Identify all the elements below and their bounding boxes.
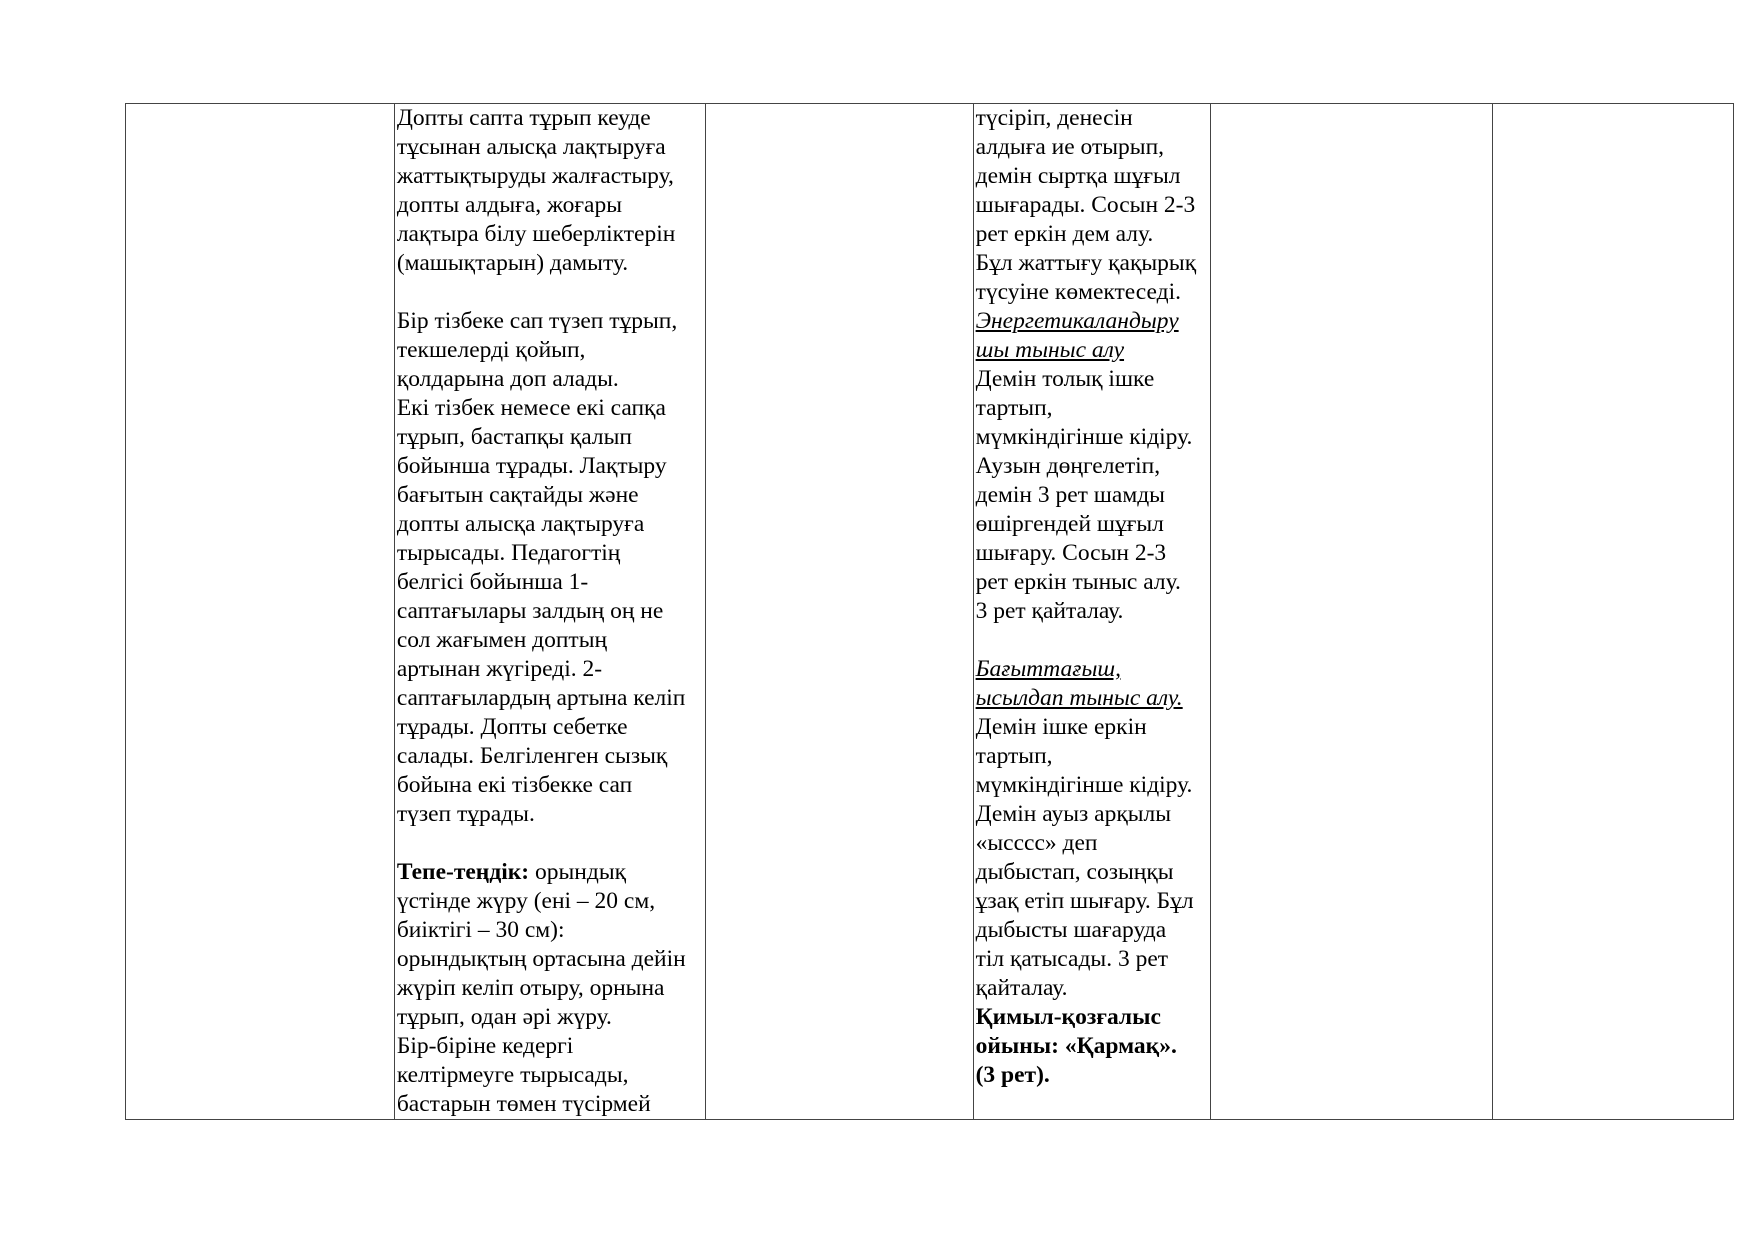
text-line: тұрады. Допты себетке [396, 714, 628, 740]
text-line: мүмкіндігінше кідіру. [975, 424, 1193, 450]
text-line: тұрып, одан әрі жүру. [396, 1004, 612, 1030]
text-line: Допты сапта тұрып кеуде [396, 105, 651, 131]
text-line: белгісі бойынша 1- [396, 569, 589, 595]
text-line: (машықтарын) дамыту. [396, 250, 629, 276]
text-line: ысылдап тыныс алу. [975, 685, 1183, 711]
text-line: Аузын дөңгелетіп, [975, 453, 1161, 479]
table-row [126, 104, 1734, 1120]
text-line: саптағылардың артына келіп [396, 685, 686, 711]
text-line: демін сыртқа шұғыл [975, 163, 1181, 189]
text-line [397, 858, 703, 887]
text-line: дыбысты шағаруда [975, 917, 1167, 943]
text-line: бойына екі тізбекке сап [396, 772, 633, 798]
cough-paragraph [976, 104, 1209, 307]
empty-cell-col3 [705, 104, 973, 1120]
text-line: бағытын сақтайды және [396, 482, 639, 508]
text-line: өшіргендей шұғыл [975, 511, 1164, 537]
text-line: (3 рет). [975, 1062, 1050, 1088]
text-line: текшелерді қойып, [396, 337, 586, 363]
balance-paragraph [397, 858, 703, 1119]
text-line: Бір тізбеке сап түзеп тұрып, [396, 308, 678, 334]
text-line: Энергетикаландыру [975, 308, 1179, 334]
empty-cell-col6 [1493, 104, 1734, 1120]
text-line: шығару. Сосын 2-3 [975, 540, 1167, 566]
breathing-exercises-cell [973, 104, 1211, 1120]
text-line: 3 рет қайталау. [975, 598, 1124, 624]
text-line: тартып, [975, 395, 1053, 421]
text-line: саптағылары залдың оң не [396, 598, 664, 624]
formation-paragraph [397, 307, 703, 829]
text-line: қайталау. [975, 975, 1068, 1001]
balance-heading: Тепе-теңдік: [396, 859, 530, 885]
text-line: допты алысқа лақтыруға [396, 511, 645, 537]
text-line: сол жағымен доптың [396, 627, 608, 653]
text-line: Екі тізбек немесе екі сапқа [396, 395, 666, 421]
text-line: ойыны: «Қармақ». [975, 1033, 1177, 1059]
text-line: ұзақ етіп шығару. Бұл [975, 888, 1194, 914]
text-line: лақтыра білу шеберліктерін [396, 221, 676, 247]
text-line: орындықтың ортасына дейін [396, 946, 686, 972]
text-line: Демін ішке еркін [975, 714, 1147, 740]
text-line: тырысады. Педагогтің [396, 540, 621, 566]
text-line: жаттықтыруды жалғастыру, [396, 163, 674, 189]
text-line: бастарын төмен түсірмей [396, 1091, 651, 1117]
text-line: келтірмеуге тырысады, [396, 1062, 629, 1088]
text-line: үстінде жүру (ені – 20 см, [396, 888, 656, 914]
text-line: түсуіне көмектеседі. [975, 279, 1181, 305]
empty-cell-col1 [126, 104, 395, 1120]
hissing-breath-paragraph [976, 713, 1209, 1003]
text-line: рет еркін дем алу. [975, 221, 1154, 247]
text-line: түсіріп, денесін [975, 105, 1133, 131]
text-line: допты алдыға, жоғары [396, 192, 622, 218]
text-line: Демін толық ішке [975, 366, 1155, 392]
text-line: тұрып, бастапқы қалып [396, 424, 633, 450]
game-heading [976, 1003, 1209, 1090]
text-line: рет еркін тыныс алу. [975, 569, 1181, 595]
lesson-plan-table [125, 103, 1734, 1120]
empty-cell-col5 [1211, 104, 1493, 1120]
text-line: алдыға ие отырып, [975, 134, 1165, 160]
balance-text: орындық [529, 859, 627, 885]
hissing-breath-heading [976, 655, 1209, 713]
text-line: тұсынан алысқа лақтыруға [396, 134, 666, 160]
text-line: Қимыл-қозғалыс [975, 1004, 1161, 1030]
text-line: Бағыттағыш, [975, 656, 1121, 682]
text-line: Демін ауыз арқылы [975, 801, 1172, 827]
energizing-breath-heading [976, 307, 1209, 365]
energizing-breath-paragraph [976, 365, 1209, 626]
text-line: артынан жүгіреді. 2- [396, 656, 603, 682]
throwing-paragraph [397, 104, 703, 278]
text-line: «ысссс» деп [975, 830, 1098, 856]
text-line: шығарады. Сосын 2-3 [975, 192, 1196, 218]
text-line: Бұл жаттығу қақырық [975, 250, 1197, 276]
text-line: биіктігі – 30 см): [396, 917, 565, 943]
text-line: салады. Белгіленген сызық [396, 743, 668, 769]
text-line: дыбыстап, созыңқы [975, 859, 1174, 885]
text-line: тіл қатысады. 3 рет [975, 946, 1169, 972]
text-line: шы тыныс алу [975, 337, 1125, 363]
text-line: түзеп тұрады. [396, 801, 535, 827]
text-line: жүріп келіп отыру, орнына [396, 975, 665, 1001]
text-line: мүмкіндігінше кідіру. [975, 772, 1193, 798]
text-line: бойынша тұрады. Лақтыру [396, 453, 667, 479]
activity-description-cell [394, 104, 705, 1120]
text-line: Бір-біріне кедергі [396, 1033, 574, 1059]
text-line: тартып, [975, 743, 1053, 769]
text-line: демін 3 рет шамды [975, 482, 1165, 508]
text-line: қолдарына доп алады. [396, 366, 619, 392]
